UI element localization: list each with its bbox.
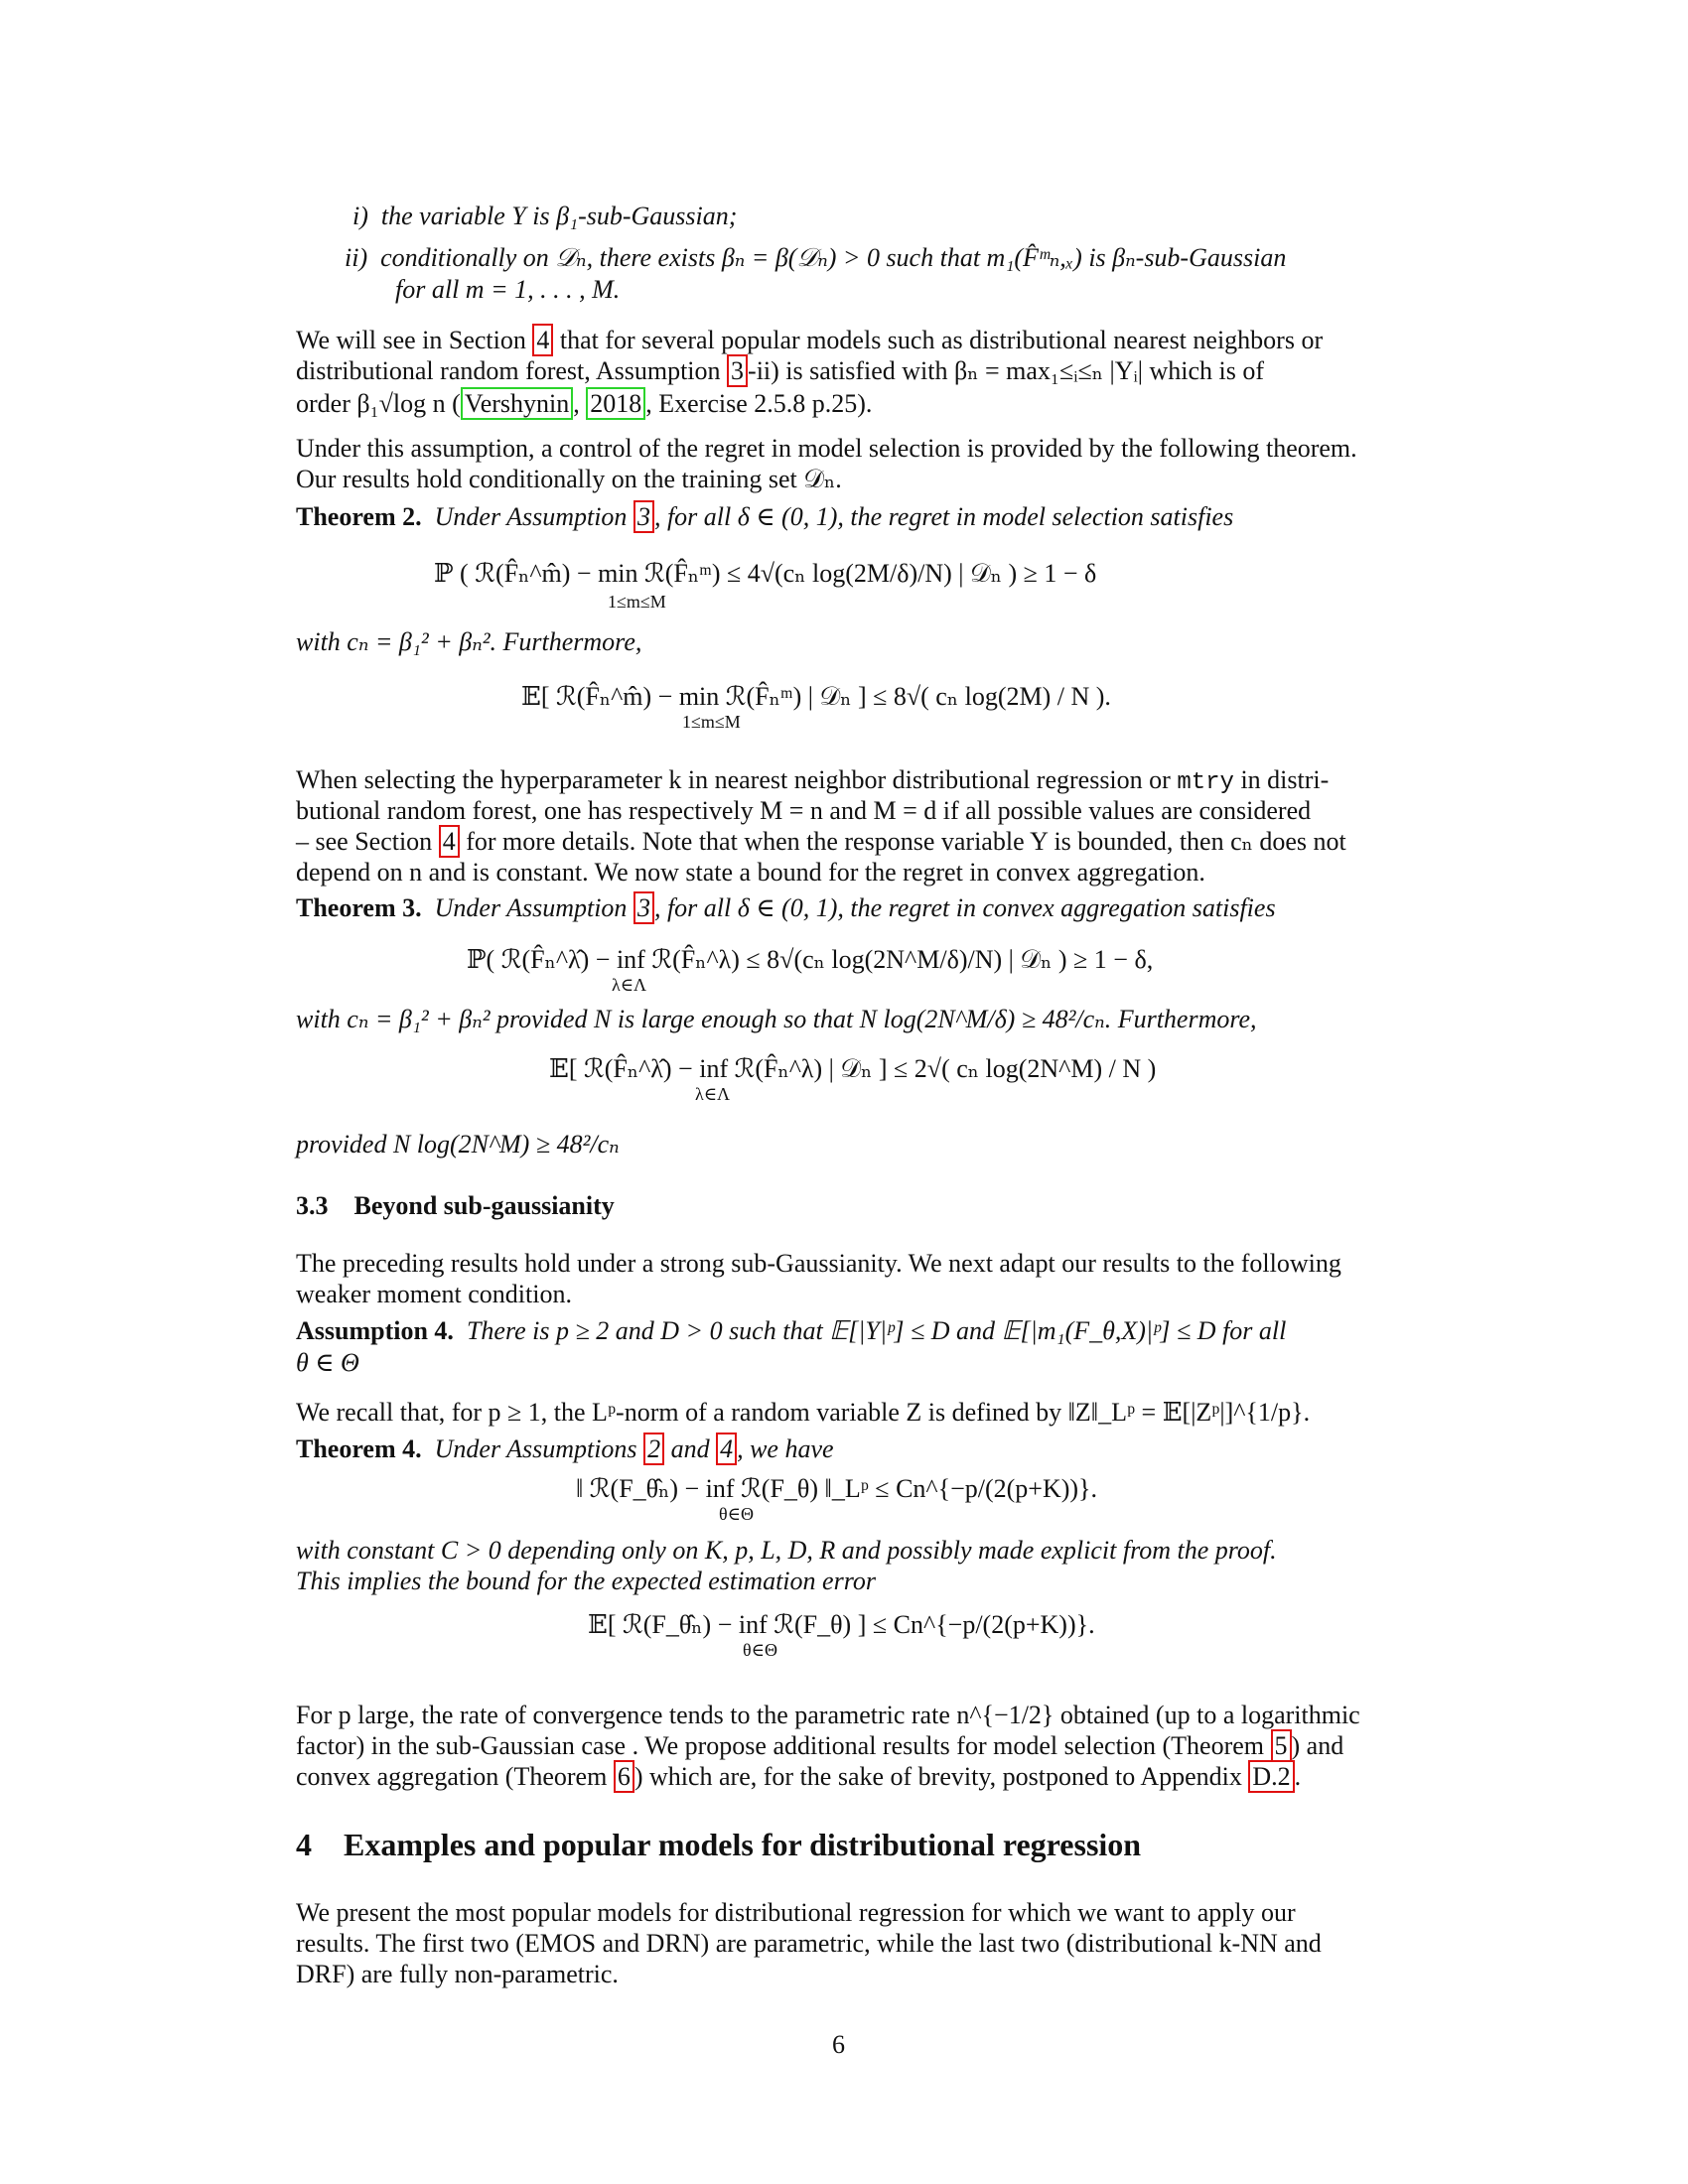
appendix-ref-link[interactable]: D.2 <box>1248 1760 1294 1793</box>
theorem-ref-link[interactable]: 6 <box>614 1760 634 1793</box>
theorem2-eq1 <box>434 559 1096 590</box>
assumption4-cont: θ ∈ Θ <box>296 1348 359 1377</box>
text: distributional random forest, Assumption <box>296 356 728 385</box>
citation-year-link[interactable]: 2018 <box>586 387 645 420</box>
para3-line2: butional random forest, one has respectively M = n and M = d if all possible values are considered <box>296 796 1312 825</box>
code-mtry: mtry <box>1177 769 1234 796</box>
theorem3-with-line: with cₙ = β₁² + βₙ² provided N is large enough so that N log(2N^M/δ) ≥ 48²/cₙ. Furthermore, <box>296 1005 1257 1033</box>
item-text: the variable Y is β₁-sub-Gaussian; <box>380 202 738 230</box>
section-heading-3-3 <box>296 1191 615 1221</box>
para2-line1: Under this assumption, a control of the regret in model selection is provided by the following theorem. <box>296 434 1357 463</box>
text: and <box>664 1434 717 1463</box>
para1-line1 <box>296 326 1323 355</box>
assumption-ref-link[interactable]: 2 <box>643 1433 664 1465</box>
para4-line2: weaker moment condition. <box>296 1280 572 1308</box>
theorem2-eq1-sub: 1≤m≤M <box>608 592 666 612</box>
text: in distri- <box>1233 765 1330 794</box>
para7-line2: results. The first two (EMOS and DRN) are parametric, while the last two (distributional k-NN and <box>296 1929 1322 1958</box>
text: , we have <box>737 1434 834 1463</box>
theorem4-eq2-sub: θ∈Θ <box>743 1640 777 1660</box>
page-number: 6 <box>832 2030 845 2059</box>
para3-line1 <box>296 765 1329 796</box>
text: Under Assumption <box>434 893 633 922</box>
theorem4-eq1-sub: θ∈Θ <box>719 1504 754 1524</box>
section-title: Beyond sub-gaussianity <box>353 1191 615 1220</box>
para3-line3 <box>296 827 1346 857</box>
text: ) and <box>1291 1731 1344 1760</box>
text: convex aggregation (Theorem <box>296 1762 614 1791</box>
section-number: 3.3 <box>296 1191 329 1220</box>
theorem2-statement <box>296 502 1233 532</box>
assumption-ref-link[interactable]: 3 <box>727 354 748 387</box>
theorem-label: Theorem 3. <box>296 893 422 922</box>
text: , for all δ ∈ (0, 1), the regret in convex aggregation satisfies <box>653 893 1276 922</box>
para1-line2 <box>296 356 1264 386</box>
text: , <box>573 389 587 418</box>
para3-line4: depend on n and is constant. We now state a bound for the regret in convex aggregation. <box>296 858 1205 887</box>
assumption-ref-link[interactable]: 3 <box>633 891 654 924</box>
equation: ℙ( ℛ(F̂ₙ^λ̂) − inf ℛ(F̂ₙ^λ) ≤ 8√(cₙ log(2N^M/δ)/N) | 𝒟ₙ ) ≥ 1 − δ, <box>467 945 1154 974</box>
assumption-ref-link[interactable]: 4 <box>716 1433 737 1465</box>
equation: ℙ ( ℛ(F̂ₙ^m̂) − min ℛ(F̂ₙᵐ) ≤ 4√(cₙ log(2M/δ)/N) | 𝒟ₙ ) ≥ 1 − δ <box>434 559 1097 588</box>
theorem4-eq2 <box>588 1610 1095 1640</box>
text: We will see in Section <box>296 326 533 354</box>
text: There is p ≥ 2 and D > 0 such that 𝔼[|Y|ᵖ] ≤ D and 𝔼[|m₁(F_θ,X)|ᵖ] ≤ D for all <box>466 1316 1287 1345</box>
text: – see Section <box>296 827 439 856</box>
theorem-ref-link[interactable]: 5 <box>1271 1729 1292 1762</box>
theorem2-eq2 <box>521 682 1111 713</box>
assumption3-item-ii <box>345 243 1286 274</box>
theorem3-statement <box>296 893 1276 923</box>
text: . <box>1294 1762 1302 1791</box>
equation: 𝔼[ ℛ(F̂ₙ^λ̂) − inf ℛ(F̂ₙ^λ) | 𝒟ₙ ] ≤ 2√( cₙ log(2N^M) / N ) <box>549 1054 1157 1083</box>
para7-line1: We present the most popular models for distributional regression for which we want to apply our <box>296 1898 1296 1927</box>
para1-line3 <box>296 389 872 419</box>
para7-line3: DRF) are fully non-parametric. <box>296 1960 619 1988</box>
text: factor) in the sub-Gaussian case . We propose additional results for model selection (Theorem <box>296 1731 1271 1760</box>
para4-line1: The preceding results hold under a strong sub-Gaussianity. We next adapt our results to the following <box>296 1249 1341 1278</box>
assumption-label: Assumption 4. <box>296 1316 454 1345</box>
text: order β₁√log n ( <box>296 389 461 418</box>
text: Under Assumption <box>434 502 633 531</box>
text: , for all δ ∈ (0, 1), the regret in model selection satisfies <box>653 502 1234 531</box>
text: that for several popular models such as distributional nearest neighbors or <box>553 326 1324 354</box>
theorem2-eq2-sub: 1≤m≤M <box>682 712 741 732</box>
equation: ‖ ℛ(F_θ̂ₙ) − inf ℛ(F_θ) ‖_Lᵖ ≤ Cn^{−p/(2(p+K))}. <box>576 1474 1098 1503</box>
text: , Exercise 2.5.8 p.25). <box>645 389 873 418</box>
section-ref-link[interactable]: 4 <box>532 324 553 356</box>
text: -ii) is satisfied with βₙ = max₁≤ᵢ≤ₙ |Yᵢ| which is of <box>748 356 1264 385</box>
para5-line1: We recall that, for p ≥ 1, the Lᵖ-norm of a random variable Z is defined by ‖Z‖_Lᵖ = 𝔼[|Zᵖ|]^{1/p}. <box>296 1398 1311 1427</box>
item-label: ii) <box>345 243 368 272</box>
citation-link[interactable]: Vershynin <box>461 387 573 420</box>
para6-line1: For p large, the rate of convergence tends to the parametric rate n^{−1/2} obtained (up to a logarithmic <box>296 1701 1360 1729</box>
assumption3-item-i <box>352 202 737 231</box>
theorem4-eq1 <box>576 1474 1097 1504</box>
equation: 𝔼[ ℛ(F̂ₙ^m̂) − min ℛ(F̂ₙᵐ) | 𝒟ₙ ] ≤ 8√( cₙ log(2M) / N ). <box>521 682 1111 711</box>
theorem3-provided: provided N log(2N^M) ≥ 48²/cₙ <box>296 1130 620 1159</box>
theorem3-eq2-sub: λ∈Λ <box>695 1084 731 1104</box>
equation: 𝔼[ ℛ(F_θ̂ₙ) − inf ℛ(F_θ) ] ≤ Cn^{−p/(2(p+K))}. <box>588 1610 1095 1639</box>
para6-line3 <box>296 1762 1301 1792</box>
section-ref-link[interactable]: 4 <box>439 825 460 858</box>
theorem2-with-line: with cₙ = β₁² + βₙ². Furthermore, <box>296 627 642 656</box>
text: Under Assumptions <box>434 1434 644 1463</box>
theorem3-eq1-sub: λ∈Λ <box>612 975 647 995</box>
item-label: i) <box>352 202 368 230</box>
assumption-ref-link[interactable]: 3 <box>633 500 654 533</box>
theorem-label: Theorem 4. <box>296 1434 422 1463</box>
theorem3-eq2 <box>549 1054 1156 1085</box>
text: for more details. Note that when the response variable Y is bounded, then cₙ does not <box>459 827 1346 856</box>
text: When selecting the hyperparameter k in nearest neighbor distributional regression or <box>296 765 1178 794</box>
theorem4-after-line1: with constant C > 0 depending only on K, p, L, D, R and possibly made explicit from the proof. <box>296 1536 1277 1565</box>
section-heading-4 <box>296 1827 1141 1863</box>
theorem3-eq1 <box>467 945 1153 976</box>
para6-line2 <box>296 1731 1343 1761</box>
theorem4-after-line2: This implies the bound for the expected estimation error <box>296 1567 876 1595</box>
item-text: conditionally on 𝒟ₙ, there exists βₙ = β(𝒟ₙ) > 0 such that m₁(F̂ᵐₙ,ₓ) is βₙ-sub-Gaussian <box>380 243 1287 272</box>
section-title: Examples and popular models for distributional regression <box>344 1827 1142 1862</box>
section-number: 4 <box>296 1827 312 1862</box>
text: ) which are, for the sake of brevity, postponed to Appendix <box>633 1762 1249 1791</box>
assumption4-statement <box>296 1316 1286 1346</box>
theorem4-statement <box>296 1434 834 1464</box>
assumption3-item-ii-cont: for all m = 1, . . . , M. <box>395 275 621 304</box>
theorem-label: Theorem 2. <box>296 502 422 531</box>
para2-line2: Our results hold conditionally on the training set 𝒟ₙ. <box>296 465 842 493</box>
